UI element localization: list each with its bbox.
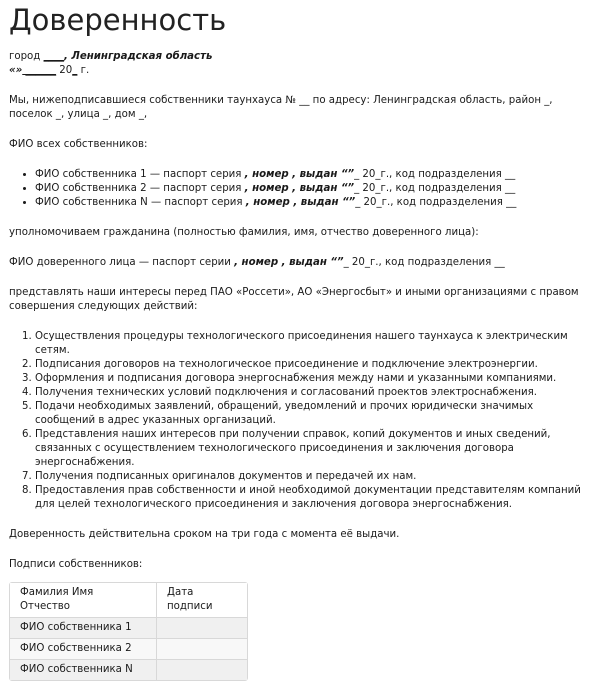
date-month-blank: ______: [22, 65, 57, 76]
owner-name-cell: ФИО собственника 1: [10, 617, 157, 638]
signature-date-cell[interactable]: [157, 638, 247, 659]
validity-paragraph: Доверенность действительна сроком на три года с момента её выдачи.: [9, 529, 400, 540]
signatures-table: [9, 582, 248, 681]
trustee-line: ФИО доверенного лица — паспорт серии , номер , выдан “”_ 20_г., код подразделения __: [9, 257, 505, 268]
action-item: 8. Предоставления прав собственности и иной необходимой документации представителям компаний для целей технологического присоединения и заключения договора энергоснабжения.: [35, 484, 584, 512]
action-item: 7. Получения подписанных оригиналов документов и передачей их нам.: [35, 470, 584, 484]
intro-paragraph: Мы, нижеподписавшиеся собственники таунхауса № __ по адресу: Ленинградская область, район _, поселок _, улица _, дом _,: [9, 95, 553, 120]
action-item: 1. Осуществления процедуры технологического присоединения нашего таунхауса к электрическим сетям.: [35, 330, 584, 358]
table-row: [10, 659, 247, 680]
city-blank: ____: [43, 51, 64, 62]
owners-list: [9, 168, 584, 210]
owner-name-cell: ФИО собственника N: [10, 659, 157, 680]
date-day-quotes: «»: [9, 65, 23, 76]
city-line: [9, 50, 584, 64]
date-suffix: г.: [77, 65, 90, 76]
date-line: [9, 64, 584, 78]
date-year-blank: _: [72, 65, 78, 76]
city-label: город: [9, 51, 44, 62]
document-title: Доверенность: [9, 3, 227, 37]
owner-name-cell: ФИО собственника 2: [10, 638, 157, 659]
column-header-date: Дата подписи: [157, 583, 247, 617]
region-text: , Ленинградская область: [63, 51, 213, 62]
action-item: 2. Подписания договоров на технологическое присоединение и подключение электроэнергии.: [35, 358, 584, 372]
action-item: 3. Оформления и подписания договора энергоснабжения между нами и указанными компаниями.: [35, 372, 584, 386]
owner-item: • ФИО собственника N — паспорт серия , номер , выдан “”_ 20_г., код подразделения __: [35, 196, 584, 210]
column-header-name: Фамилия Имя Отчество: [10, 583, 157, 617]
action-item: 6. Представления наших интересов при получении справок, копий документов и иных сведений, связанных с осуществлением технологического присоединения и заключения договора энергоснабжения.: [35, 428, 584, 470]
owner-item: • ФИО собственника 2 — паспорт серия , номер , выдан “”_ 20_г., код подразделения __: [35, 182, 584, 196]
signature-date-cell[interactable]: [157, 617, 247, 638]
signature-date-cell[interactable]: [157, 659, 247, 680]
represent-paragraph: представлять наши интересы перед ПАО «Россети», АО «Энергосбыт» и иными организациями с правом совершения следующих действий:: [9, 287, 579, 312]
table-row: [10, 617, 247, 638]
authorize-paragraph: уполномочиваем гражданина (полностью фамилия, имя, отчество доверенного лица):: [9, 227, 479, 238]
table-header-row: [10, 583, 247, 617]
document: [9, 0, 584, 681]
table-row: [10, 638, 247, 659]
action-item: 5. Подачи необходимых заявлений, обращений, уведомлений и прочих юридически значимых сообщений в адрес указанных организаций.: [35, 400, 584, 428]
action-item: 4. Получения технических условий подключения и согласований проектов электроснабжения.: [35, 386, 584, 400]
date-year-prefix: 20: [56, 65, 73, 76]
owners-heading: ФИО всех собственников:: [9, 139, 148, 150]
actions-list: [9, 330, 584, 512]
owner-item: • ФИО собственника 1 — паспорт серия , номер , выдан “”_ 20_г., код подразделения __: [35, 168, 584, 182]
signatures-heading: Подписи собственников:: [9, 559, 143, 570]
